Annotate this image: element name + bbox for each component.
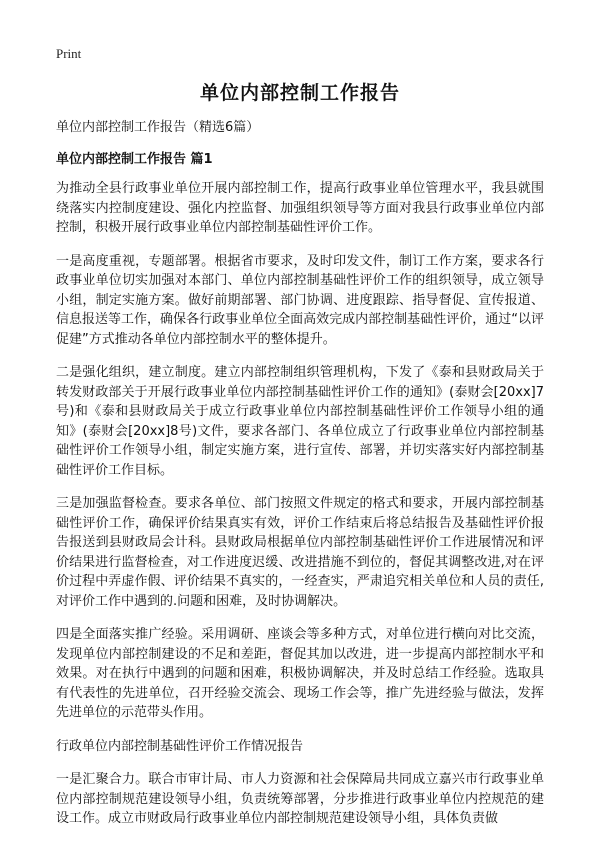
paragraph: 一是汇聚合力。联合市审计局、市人力资源和社会保障局共同成立嘉兴市行政事业单位内部控制规范建设领导小组，负责统筹部署，分步推进行政事业单位内控规范的建设工作。成立市财政局行政事业单位内部控制规范建设领导小组，具体负责做 <box>56 772 544 826</box>
page-title: 单位内部控制工作报告 <box>199 82 400 104</box>
report-subheading: 行政单位内部控制基础性评价工作情况报告 <box>56 738 304 754</box>
paragraph: 一是高度重视，专题部署。根据省市要求，及时印发文件，制订工作方案，要求各行政事业单位切实加强对本部门、单位内部控制基础性评价工作的组织领导，成立领导小组，制定实施方案。做好前期部署、部门协调、进度跟踪、指导督促、宣传报道、信息报送等工作，确保各行政事业单位全面高效完成内部控制基础性评价，通过“以评促建”方式推动各单位内部控制水平的整体提升。 <box>56 253 544 347</box>
print-link[interactable]: Print <box>56 46 82 61</box>
document-subtitle: 单位内部控制工作报告（精选6篇） <box>56 120 260 135</box>
paragraph: 二是强化组织，建立制度。建立内部控制组织管理机构，下发了《泰和县财政局关于转发财政部关于开展行政事业单位内部控制基础性评价工作的通知》(泰财会[20xx]7号)和《泰和县财政局关于成立行政事业单位内部控制基础性评价工作领导小组的通知》(泰财会[20xx]8号)文件，要求各部门、各单位成立了行政事业单位内部控制基础性评价工作领导小组，制定实施方案，进行宣传、部署，并切实落实好内部控制基础性评价工作目标。 <box>56 365 544 478</box>
section-heading: 单位内部控制工作报告 篇1 <box>56 151 213 167</box>
paragraph: 四是全面落实推广经验。采用调研、座谈会等多种方式，对单位进行横向对比交流，发现单位内部控制建设的不足和差距，督促其加以改进，进一步提高内部控制水平和效果。对在执行中遇到的问题和困难，积极协调解决，并及时总结工作经验。选取具有代表性的先进单位，召开经验交流会、现场工作会等，推广先进经验与做法，发挥先进单位的示范带头作用。 <box>56 627 544 720</box>
document-body <box>56 118 544 843</box>
paragraph: 三是加强监督检查。要求各单位、部门按照文件规定的格式和要求，开展内部控制基础性评价工作，确保评价结果真实有效，评价工作结束后将总结报告及基础性评价报告报送到县财政局会计科。县财政局根据单位内部控制基础性评价工作进展情况和评价结果进行监督检查，对工作进度迟缓、改进措施不到位的，督促其调整改进,对在评价过程中弄虚作假、评价结果不真实的，一经查实，严肃追究相关单位和人员的责任,对评价工作中遇到的.问题和困难，及时协调解决。 <box>56 496 544 609</box>
paragraph: 为推动全县行政事业单位开展内部控制工作，提高行政事业单位管理水平，我县就围绕落实内控制度建设、强化内控监督、加强组织领导等方面对我县行政事业单位内部控制，积极开展行政事业单位内部控制基础性评价工作。 <box>56 181 544 235</box>
